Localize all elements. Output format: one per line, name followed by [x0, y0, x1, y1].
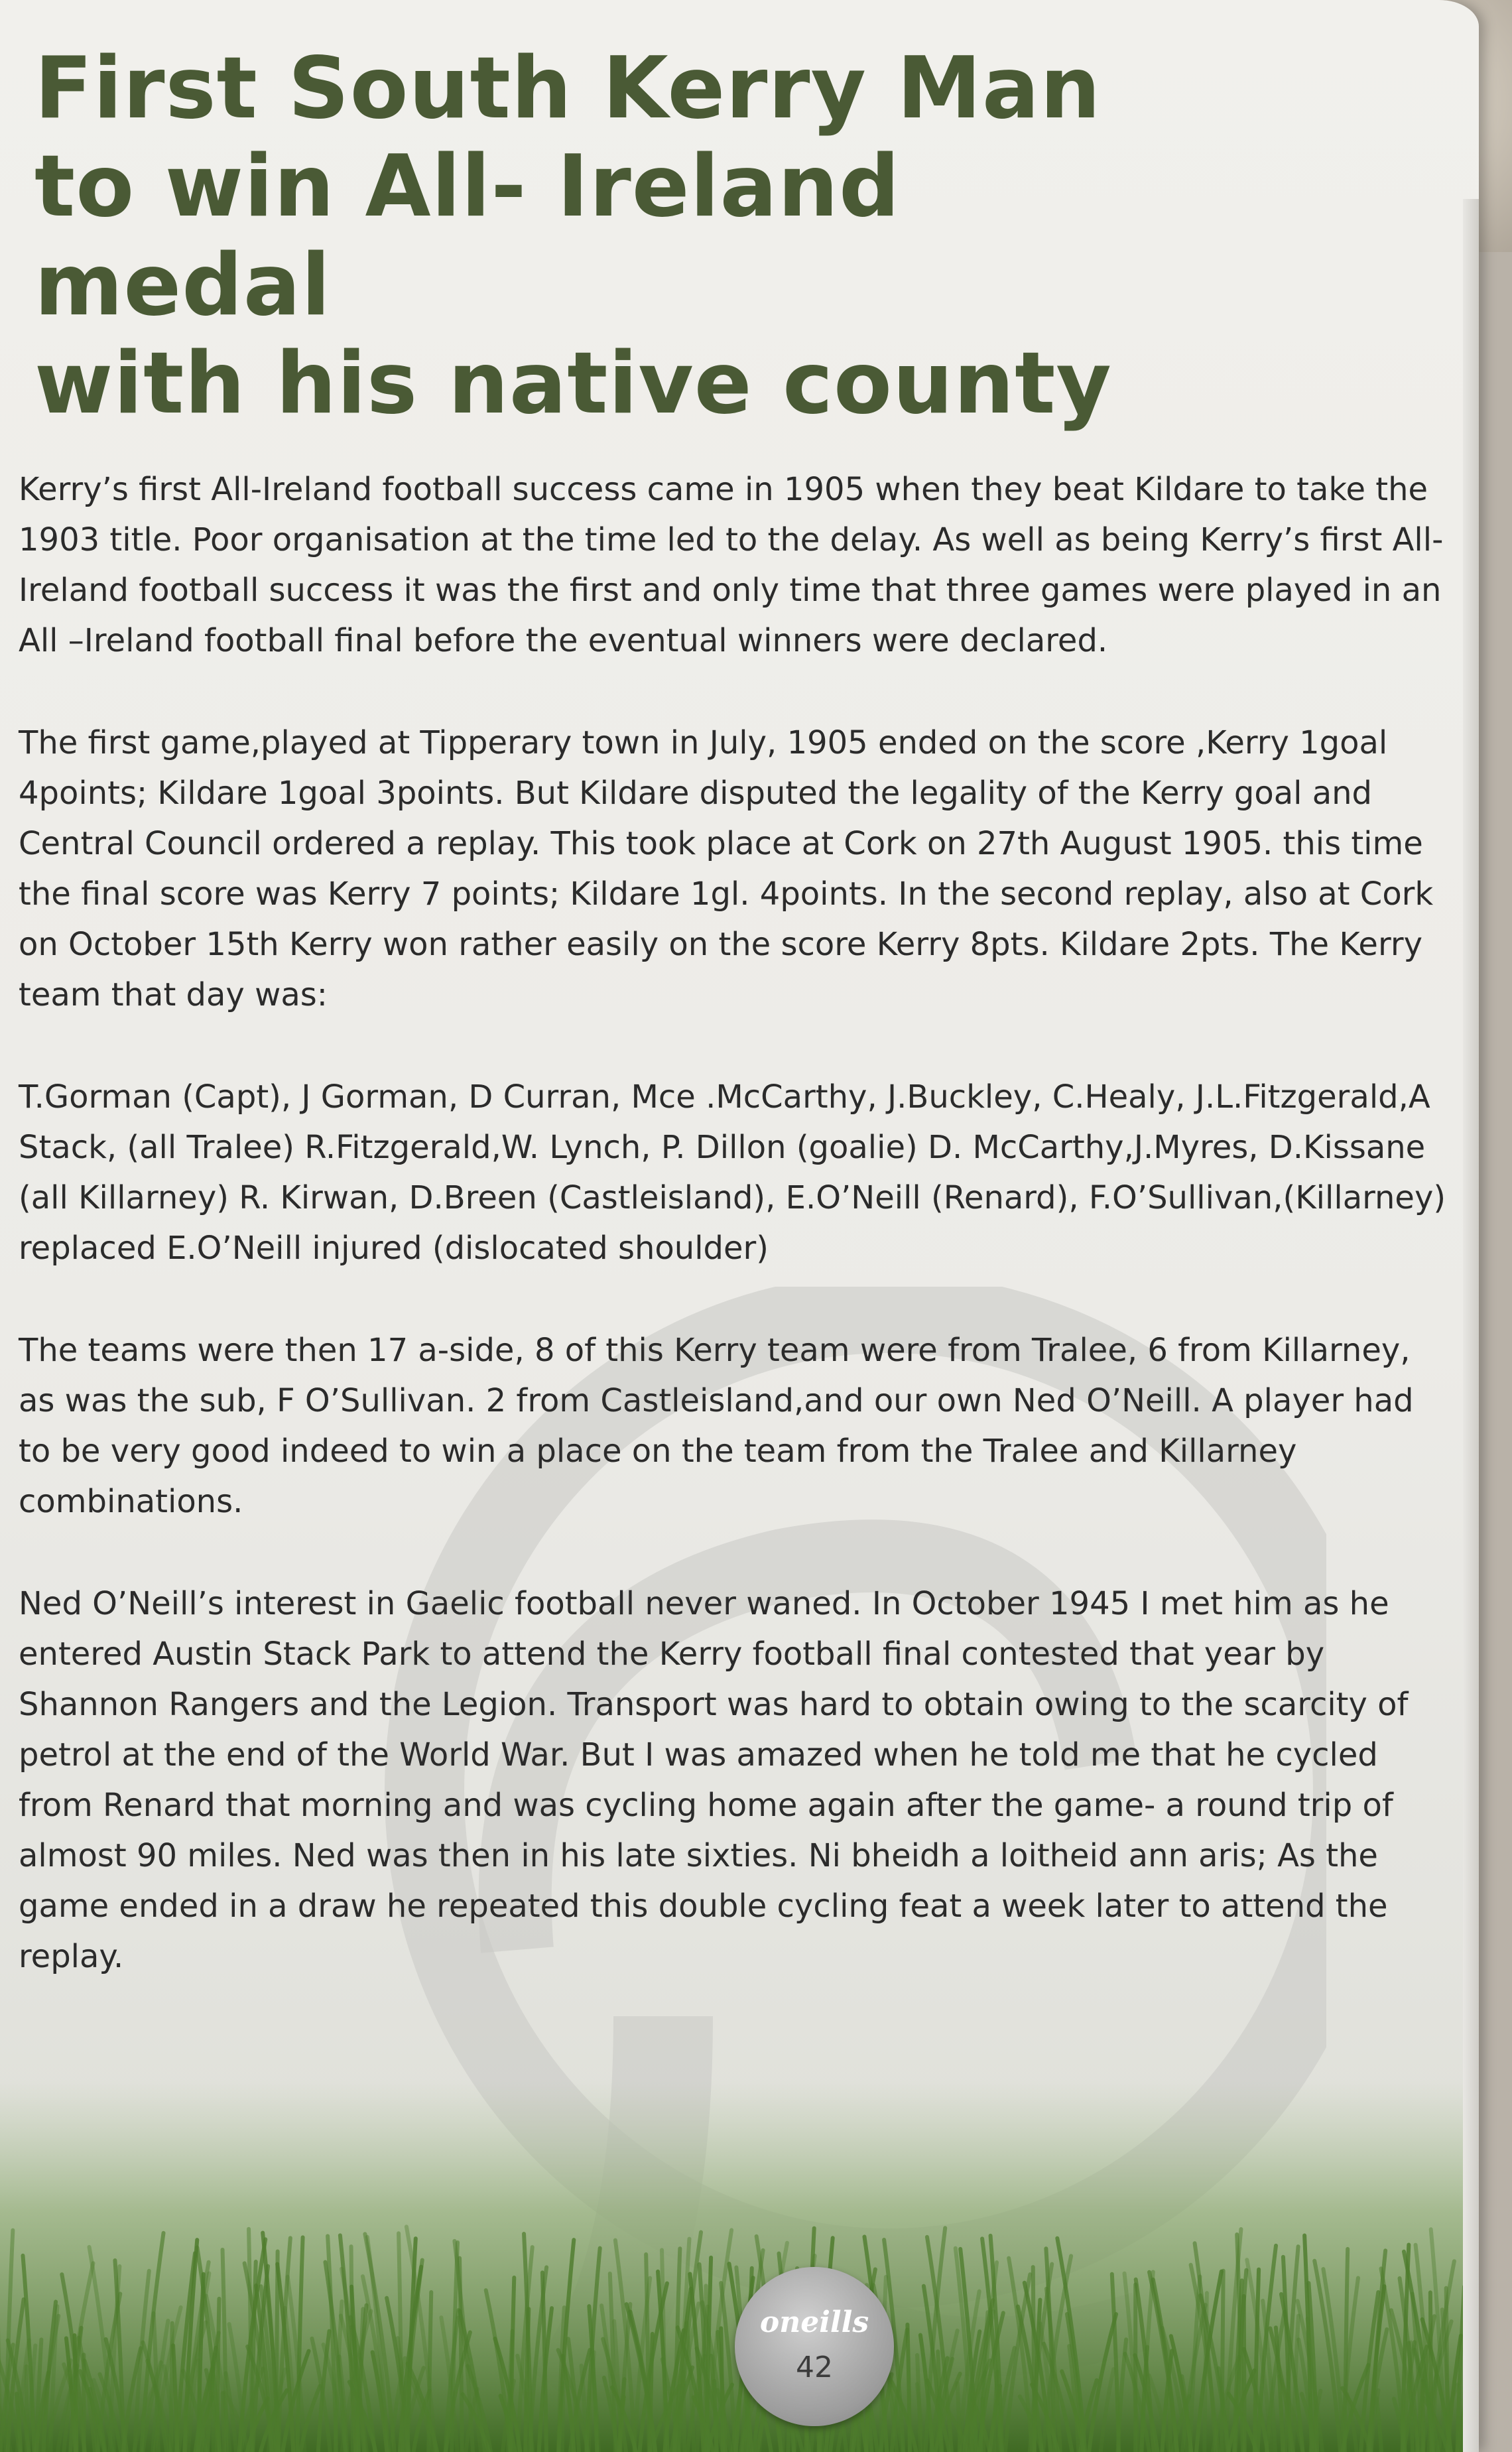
grass-blade: [1222, 2271, 1223, 2452]
page-number: 42: [796, 2351, 833, 2384]
paragraph-team-origins: The teams were then 17 a-side, 8 of this Kerry team were from Tralee, 6 from Killarney, as was the sub, F O’Sullivan. 2 from Castleisland,and our own Ned O’Neill. A player had to be very good indeed to win a place on the team from the Tralee and Killarney combinations.: [19, 1332, 1414, 1520]
title-line-3: with his native county: [34, 334, 1112, 434]
article-title: [34, 40, 1162, 434]
paragraph-team-list: T.Gorman (Capt), J Gorman, D Curran, Mce .McCarthy, J.Buckley, C.Healy, J.L.Fitzgerald,A Stack, (all Tralee) R.Fitzgerald,W. Lynch, P. Dillon (goalie) D. McCarthy,J.Myres, D.Kissane (all Killarney) R. Kirwan, D.Breen (Castleisland), E.O’Neill (Renard), F.O’Sullivan,(Killarney) replaced E.O’Neill injured (dislocated shoulder): [19, 1078, 1446, 1267]
paragraph-ned-oneill: Ned O’Neill’s interest in Gaelic football never waned. In October 1945 I met him as he entered Austin Stack Park to attend the Kerry football final contested that year by Shannon Rangers and the Legion. Transport was hard to obtain owing to the scarcity of petrol at the end of the World War. But I was amazed when he told me that he cycled from Renard that morning and was cycling home again after the game- a round trip of almost 90 miles. Ned was then in his late sixties. Ni bheidh a loitheid ann aris; As the game ended in a draw he repeated this double cycling feat a week later to attend the replay.: [19, 1585, 1409, 1975]
page-number-badge: [735, 2267, 894, 2426]
grass-blade: [958, 2384, 960, 2452]
grass-blade: [1244, 2296, 1245, 2452]
page-edge: [1463, 199, 1479, 2452]
paragraph-intro: Kerry’s first All-Ireland football success came in 1905 when they beat Kildare to take the 1903 title. Poor organisation at the time led to the delay. As well as being Kerry’s first All-Ireland football success it was the first and only time that three games were played in an All –Ireland football final before the eventual winners were declared.: [19, 471, 1444, 659]
grass-decoration: [0, 2081, 1479, 2452]
title-line-1: First South Kerry Man: [34, 39, 1102, 138]
grass-blade: [562, 2383, 564, 2452]
paragraph-first-game: The first game,played at Tipperary town in July, 1905 ended on the score ,Kerry 1goal 4points; Kildare 1goal 3points. But Kildare disputed the legality of the Kerry goal and Central Council ordered a replay. This took place at Cork on 27th August 1905. this time the final score was Kerry 7 points; Kildare 1gl. 4points. In the second replay, also at Cork on October 15th Kerry won rather easily on the score Kerry 8pts. Kildare 2pts. The Kerry team that day was:: [19, 724, 1434, 1013]
article-body: [19, 464, 1451, 2033]
title-line-2: to win All- Ireland medal: [34, 137, 901, 335]
grass-blade: [223, 2393, 224, 2452]
grass-blade: [1446, 2288, 1448, 2452]
oneills-logo-icon: oneills: [759, 2305, 869, 2339]
grass-blade: [213, 2362, 214, 2452]
